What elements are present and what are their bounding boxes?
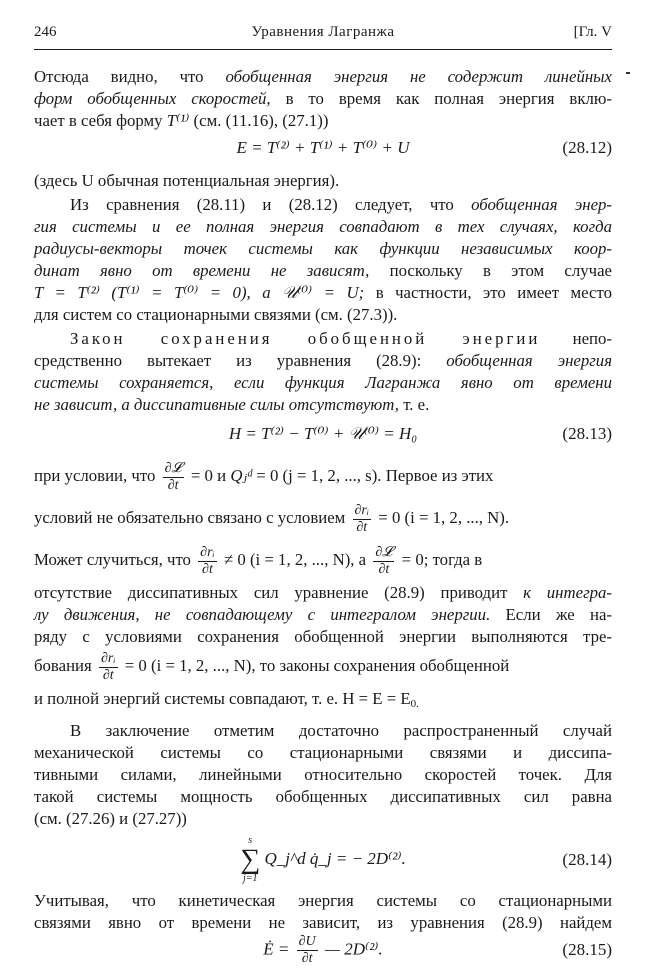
text-line: Может случиться, что $\frac{\text{∂rᵢ}}{\partial t}$ ≠ 0 (i = 1, 2, ..., N), а $\frac{\text{∂𝓛}}{\partial t}$ = 0; тогда в (34, 544, 483, 577)
text-line: T = T⁽²⁾ (T⁽¹⁾ = T⁽⁰⁾ = 0), а 𝒰⁽⁰⁾ = U; в частности, это имеет место (34, 283, 612, 302)
fraction: $\frac{\text{∂𝓛}}{\partial t}$ (164, 460, 182, 493)
text-line: не зависит, а диссипативные силы отсутствуют, т. е. (34, 395, 430, 414)
text-line: динат явно от времени не зависят, поскольку в этом случае (34, 261, 612, 280)
text-line: Учитывая, что кинетическая энергия системы со стационарными (34, 891, 612, 910)
text-line: чает в себя форму T⁽¹⁾ (см. (11.16), (27.1)) (34, 111, 329, 130)
text-line: для систем со стационарными связями (см. (27.3)). (34, 305, 398, 324)
text-line: связями явно от времени не зависит, из уравнения (28.9) найдем (34, 913, 612, 932)
text-line: ряду с условиями сохранения обобщенной энергии выполняются тре- (34, 627, 612, 646)
equation-number: (28.15) (562, 940, 612, 959)
margin-mark (626, 72, 630, 74)
fraction: $\frac{\text{∂rᵢ}}{\partial t}$ (100, 650, 116, 683)
text-line: лу движения, не совпадающему с интегралом энергии. Если же на- (34, 605, 612, 624)
text-line: такой системы мощность обобщенных диссипативных сил равна (34, 787, 612, 806)
equation-28-14: s ∑ j=1 Q_j^d q̇_j = − 2D⁽²⁾. (28.14) (240, 835, 612, 884)
text-line: тивными силами, линейными относительно скоростей точек. Для (34, 765, 612, 784)
fraction: $\frac{\partial U}{\partial t}$ (298, 934, 316, 966)
text-line: условий не обязательно связано с условием $\frac{\text{∂rᵢ}}{\partial t}$ = 0 (i = 1, 2, ..., N). (34, 502, 510, 535)
text-line: Из сравнения (28.11) и (28.12) следует, что обобщенная энер- (70, 195, 612, 214)
fraction: $\frac{\text{∂rᵢ}}{\partial t}$ (200, 544, 215, 577)
equation-28-15: Ė = $\frac{\partial U}{\partial t}$ — 2D⁽²⁾. (28.15) (263, 934, 612, 966)
running-title: Уравнения Лагранжа (251, 24, 395, 40)
text-line: радиусы-векторы точек системы как функции независимых коор- (34, 239, 612, 258)
fraction: $\frac{\text{∂𝓛}}{\partial t}$ (375, 544, 393, 577)
text-line: бования $\frac{\text{∂rᵢ}}{\partial t}$ = 0 (i = 1, 2, ..., N), то законы сохранения обобщенной (34, 650, 510, 683)
running-header (34, 24, 612, 46)
equation-number: (28.13) (562, 424, 612, 443)
text-line: отсутствие диссипативных сил уравнение (28.9) приводит к интегра- (34, 583, 612, 602)
text-line: механической системы со стационарными связями и диссипа- (34, 743, 612, 762)
text-line: форм обобщенных скоростей, в то время как полная энергия вклю- (34, 89, 613, 108)
text-line: при условии, что $\frac{\text{∂𝓛}}{\partial t}$ = 0 и Qⱼᵈ = 0 (j = 1, 2, ..., s). Первое из этих (34, 460, 494, 493)
page-number: 246 (34, 24, 57, 40)
fraction: $\frac{\text{∂rᵢ}}{\partial t}$ (354, 502, 370, 535)
equation-28-12: E = T⁽²⁾ + T⁽¹⁾ + T⁽⁰⁾ + U (28.12) (236, 138, 612, 157)
sum-symbol: s ∑ j=1 (240, 835, 261, 884)
text-line: Закон сохранения обобщенной энергии непо- (70, 329, 612, 348)
text-line: системы сохраняется, если функция Лагранжа явно от времени (34, 373, 612, 392)
equation-number: (28.14) (562, 850, 612, 869)
text-line: и полной энергий системы совпадают, т. е. $H = E = E_{0.}$ (34, 689, 419, 710)
text-line: (см. (27.26) и (27.27)) (34, 809, 187, 828)
chapter-label: [Гл. V (573, 24, 612, 40)
equation-28-13: H = T⁽²⁾ − T⁽⁰⁾ + 𝒰⁽⁰⁾ = H₀ (28.13) (228, 424, 612, 443)
text-line: средственно вытекает из уравнения (28.9): обобщенная энергия (34, 351, 612, 370)
text-line: (здесь U обычная потенциальная энергия). (34, 171, 340, 190)
text-line: Отсюда видно, что обобщенная энергия не содержит линейных (34, 67, 612, 86)
header-rule (34, 49, 612, 50)
text-line: гия системы и ее полная энергия совпадают в тех случаях, когда (34, 217, 612, 236)
text-line: В заключение отметим достаточно распространенный случай (70, 721, 612, 740)
equation-number: (28.12) (562, 138, 612, 157)
